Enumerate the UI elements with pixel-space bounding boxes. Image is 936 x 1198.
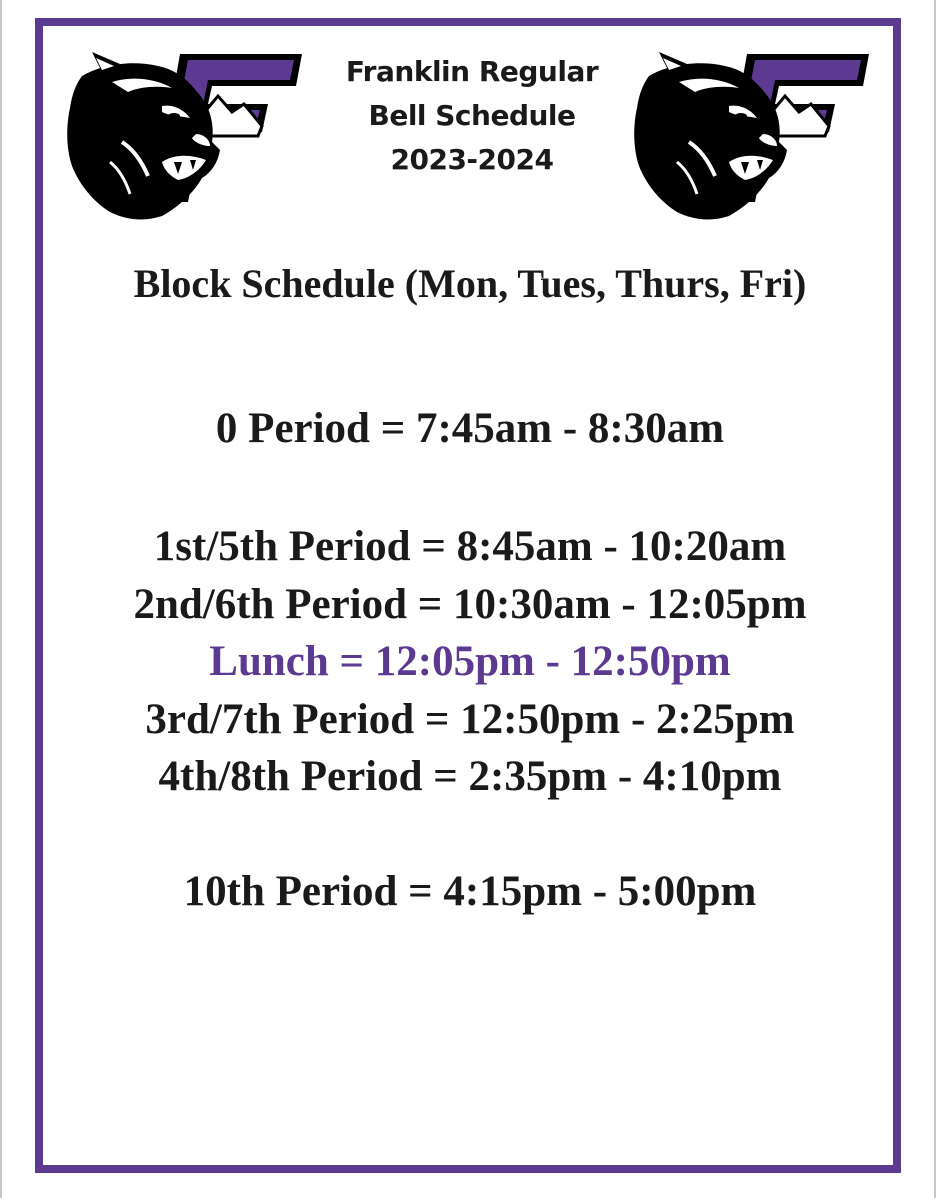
- panther-f-logo-icon: [62, 46, 310, 224]
- page-title: [292, 50, 652, 182]
- schedule-row-2nd-6th: 2nd/6th Period = 10:30am - 12:05pm: [133, 580, 807, 628]
- schedule-row-lunch: Lunch = 12:05pm - 12:50pm: [209, 638, 731, 685]
- schedule-row-3rd-7th: 3rd/7th Period = 12:50pm - 2:25pm: [145, 695, 795, 743]
- block-periods-section: [42, 518, 898, 806]
- schedule-row-10th-period: 10th Period = 4:15pm - 5:00pm: [183, 868, 757, 915]
- title-line-year: 2023-2024: [390, 143, 554, 176]
- title-line-schedule: Bell Schedule: [368, 99, 576, 132]
- schedule-row-1st-5th: 1st/5th Period = 8:45am - 10:20am: [153, 523, 787, 570]
- panther-f-logo-icon: [629, 46, 877, 224]
- schedule-subtitle: Block Schedule (Mon, Tues, Thurs, Fri): [133, 261, 807, 306]
- schedule-row-4th-8th: 4th/8th Period = 2:35pm - 4:10pm: [158, 753, 782, 800]
- title-line-school: Franklin Regular: [345, 55, 599, 88]
- schedule-row-zero-period: 0 Period = 7:45am - 8:30am: [215, 405, 725, 452]
- tenth-period-section: [42, 863, 898, 921]
- zero-period-section: [42, 400, 898, 458]
